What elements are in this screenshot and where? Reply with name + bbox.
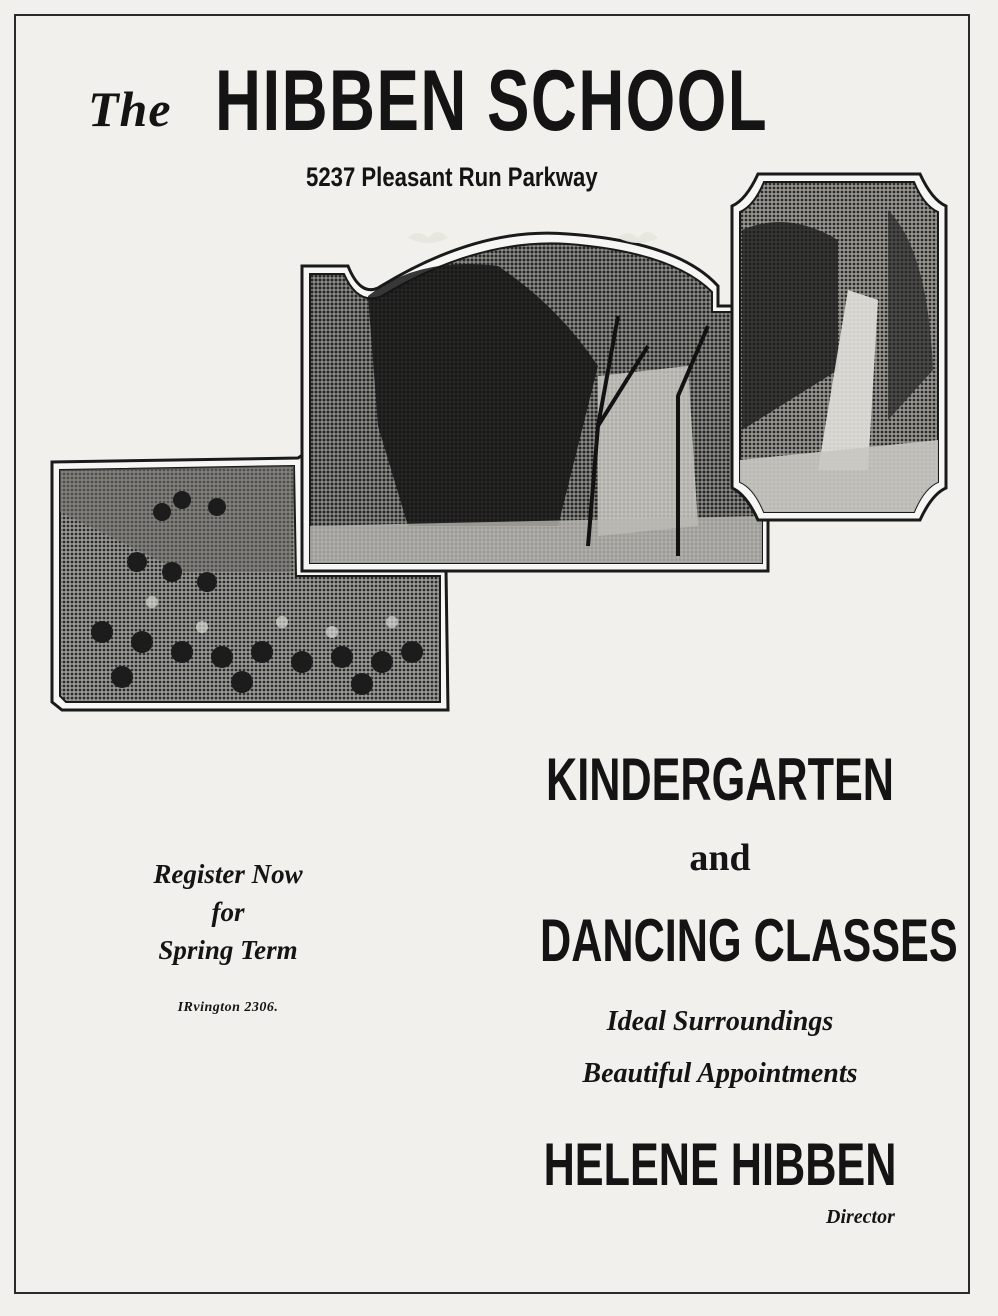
register-line-2: for <box>211 897 245 927</box>
school-building-photo <box>298 226 774 578</box>
dancing-classes-heading: DANCING CLASSES <box>540 907 958 974</box>
school-title: HIBBEN SCHOOL <box>215 53 769 149</box>
feature-ideal-surroundings: Ideal Surroundings <box>606 1006 834 1037</box>
kindergarten-heading: KINDERGARTEN <box>545 746 895 813</box>
registration-callout <box>110 855 346 969</box>
title-the: The <box>88 81 172 137</box>
register-line-3: Spring Term <box>158 935 298 965</box>
school-address: 5237 Pleasant Run Parkway <box>306 162 598 192</box>
register-line-1: Register Now <box>153 859 303 889</box>
feature-beautiful-appointments: Beautiful Appointments <box>582 1058 858 1089</box>
and-connector: and <box>689 837 751 879</box>
phone-number: IRvington 2306. <box>177 1000 279 1015</box>
director-name: HELENE HIBBEN <box>543 1131 897 1198</box>
garden-steps-photo <box>728 170 950 524</box>
director-title: Director <box>826 1206 895 1228</box>
